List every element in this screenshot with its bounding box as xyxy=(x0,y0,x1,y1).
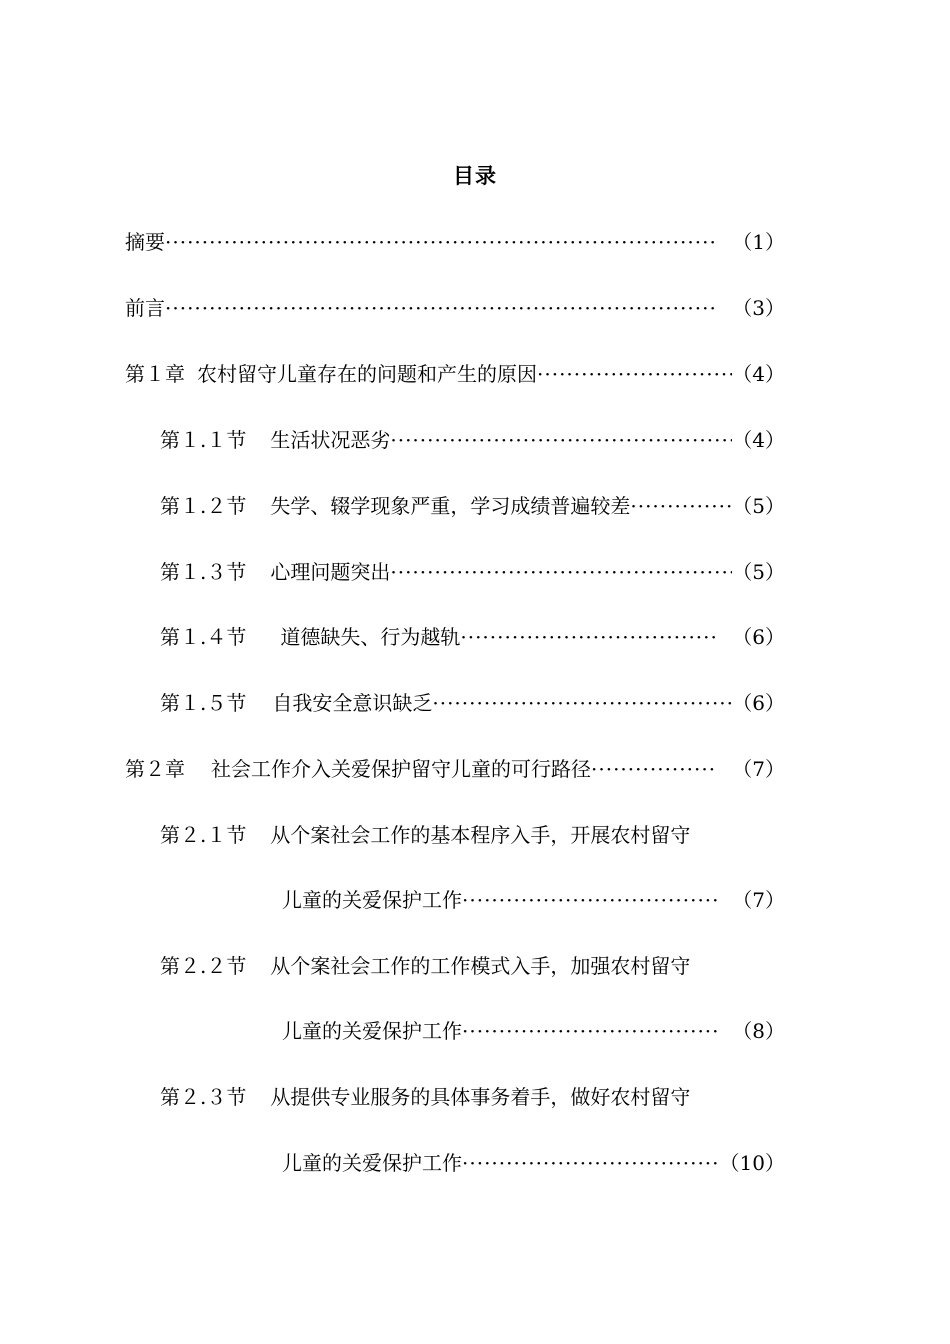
toc-leader-dots xyxy=(460,623,718,651)
toc-page-number: （1） xyxy=(732,230,785,254)
toc-leader-dots xyxy=(390,558,732,586)
toc-leader-dots xyxy=(630,492,732,520)
toc-entry-label: 从个案社会工作的基本程序入手，开展农村留守 xyxy=(270,823,691,847)
toc-entry-label: 从提供专业服务的具体事务着手，做好农村留守 xyxy=(270,1085,691,1109)
toc-entry-number: 第１.４节 xyxy=(160,625,247,649)
toc-page-number: （6） xyxy=(732,625,785,649)
toc-entry-number: 第１章 xyxy=(125,362,185,386)
toc-entry-label: 从个案社会工作的工作模式入手，加强农村留守 xyxy=(270,954,691,978)
toc-entry-preface[interactable] xyxy=(125,294,785,322)
toc-entry-section-1-2[interactable] xyxy=(160,492,785,520)
toc-leader-dots xyxy=(432,689,732,717)
toc-entry-section-1-3[interactable] xyxy=(160,558,785,586)
toc-leader-dots xyxy=(537,360,732,388)
toc-entry-label: 社会工作介入关爱保护留守儿童的可行路径 xyxy=(211,757,591,781)
toc-leader-dots xyxy=(165,294,718,322)
toc-page-number: （3） xyxy=(732,296,785,320)
toc-entry-number: 第１.３节 xyxy=(160,560,247,584)
toc-page-number: （6） xyxy=(732,691,785,715)
toc-entry-number: 第１.５节 xyxy=(160,691,247,715)
toc-entry-section-2-3[interactable] xyxy=(160,1083,785,1111)
toc-entry-label: 失学、辍学现象严重，学习成绩普遍较差 xyxy=(270,494,631,518)
toc-entry-number: 第２章 xyxy=(125,757,185,781)
toc-entry-label: 心理问题突出 xyxy=(270,560,391,584)
toc-entry-label-continued: 儿童的关爱保护工作 xyxy=(282,1151,462,1175)
toc-entry-section-2-1-continuation[interactable] xyxy=(282,886,785,914)
toc-entry-section-2-2[interactable] xyxy=(160,952,785,980)
toc-entry-abstract[interactable] xyxy=(125,228,785,256)
toc-entry-section-2-1[interactable] xyxy=(160,821,785,849)
toc-entry-label: 农村留守儿童存在的问题和产生的原因 xyxy=(197,362,537,386)
toc-page-number: （8） xyxy=(732,1019,785,1043)
toc-entry-number: 第１.１节 xyxy=(160,428,247,452)
toc-entry-number: 第２.３节 xyxy=(160,1085,247,1109)
toc-leader-dots xyxy=(462,1149,720,1177)
toc-title: 目录 xyxy=(453,163,497,188)
toc-page-number: （4） xyxy=(732,362,785,386)
toc-page-number: （5） xyxy=(732,494,785,518)
toc-entry-label: 生活状况恶劣 xyxy=(270,428,391,452)
toc-entry-number: 第１.２节 xyxy=(160,494,247,518)
toc-entry-section-2-3-continuation[interactable] xyxy=(282,1149,785,1177)
toc-entry-label: 前言 xyxy=(125,296,165,320)
toc-entry-number: 第２.１节 xyxy=(160,823,247,847)
toc-entry-label-continued: 儿童的关爱保护工作 xyxy=(282,888,462,912)
toc-entry-chapter-1[interactable] xyxy=(125,360,785,388)
toc-entry-section-1-5[interactable] xyxy=(160,689,785,717)
toc-page-number: （10） xyxy=(719,1151,785,1175)
toc-leader-dots xyxy=(462,886,718,914)
toc-leader-dots xyxy=(462,1017,718,1045)
toc-page-number: （4） xyxy=(732,428,785,452)
toc-entry-section-1-4[interactable] xyxy=(160,623,785,651)
toc-page-number: （7） xyxy=(732,888,785,912)
toc-entry-section-1-1[interactable] xyxy=(160,426,785,454)
toc-entry-label: 道德缺失、行为越轨 xyxy=(280,625,461,649)
toc-entry-label-continued: 儿童的关爱保护工作 xyxy=(282,1019,462,1043)
toc-page-number: （7） xyxy=(732,757,785,781)
toc-entry-label: 摘要 xyxy=(125,230,165,254)
toc-entry-label: 自我安全意识缺乏 xyxy=(272,691,433,715)
toc-page-number: （5） xyxy=(732,560,785,584)
toc-leader-dots xyxy=(390,426,732,454)
toc-entry-chapter-2[interactable] xyxy=(125,755,785,783)
toc-entry-section-2-2-continuation[interactable] xyxy=(282,1017,785,1045)
toc-entry-number: 第２.２节 xyxy=(160,954,247,978)
toc-leader-dots xyxy=(165,228,718,256)
toc-leader-dots xyxy=(591,755,718,783)
